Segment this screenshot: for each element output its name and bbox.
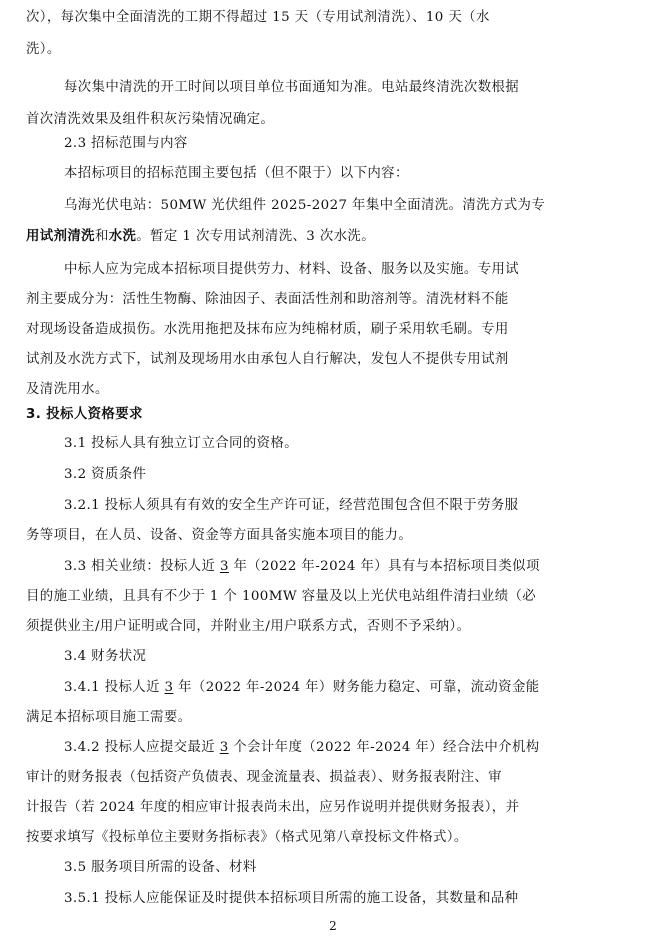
paragraph-line: 对现场设备造成损伤。水洗用拖把及抹布应为纯棉材质，刷子采用软毛刷。专用	[26, 322, 509, 337]
section-heading: 2.3 招标范围与内容	[64, 136, 188, 151]
paragraph-line: 须提供业主/用户证明或合同，并附业主/用户联系方式，否则不予采纳）。	[26, 619, 471, 634]
paragraph-line: 目的施工业绩，且具有不少于 1 个 100MW 容量及以上光伏电站组件清扫业绩（必	[26, 589, 537, 604]
section-heading: 3.5 服务项目所需的设备、材料	[64, 860, 257, 875]
paragraph-line	[64, 678, 642, 698]
paragraph-line	[64, 557, 642, 577]
text-span: 3.4.2 投标人应提交最近	[64, 740, 220, 755]
text-span: 。暂定 1 次专用试剂清洗、3 次水洗。	[136, 229, 376, 244]
paragraph-line: 审计的财务报表（包括资产负债表、现金流量表、损益表）、财务报表附注、审	[26, 770, 502, 785]
paragraph-line: 3.1 投标人具有独立订立合同的资格。	[64, 436, 299, 451]
underlined-number: 3	[219, 740, 229, 755]
text-span: 和	[94, 229, 109, 244]
paragraph-line	[26, 227, 642, 247]
paragraph-line: 剂主要成分为：活性生物酶、除油因子、表面活性剂和助溶剂等。清洗材料不能	[26, 292, 509, 307]
text-span: 年（2022 年-2024 年）具有与本招标项目类似项	[228, 559, 540, 574]
paragraph-line: 中标人应为完成本招标项目提供劳力、材料、设备、服务以及实施。专用试	[64, 262, 520, 277]
paragraph-line: 及清洗用水。	[26, 382, 109, 397]
bold-term: 水洗	[108, 229, 137, 244]
paragraph-line: 次），每次集中全面清洗的工期不得超过 15 天（专用试剂清洗）、10 天（水	[26, 10, 490, 25]
paragraph-line: 每次集中清洗的开工时间以项目单位书面通知为准。电站最终清洗次数根据	[64, 80, 520, 95]
paragraph-line: 3.2.1 投标人须具有有效的安全生产许可证，经营范围包含但不限于劳务服	[64, 498, 519, 513]
paragraph-line: 3.5.1 投标人应能保证及时提供本招标项目所需的施工设备，其数量和品种	[64, 891, 519, 906]
text-span: 3.4.1 投标人近	[64, 680, 165, 695]
text-span: 3.3 相关业绩：投标人近	[64, 559, 220, 574]
paragraph-line: 首次清洗效果及组件积灰污染情况确定。	[26, 112, 275, 127]
paragraph-line: 试剂及水洗方式下，试剂及现场用水由承包人自行解决，发包人不提供专用试剂	[26, 352, 509, 367]
text-span: 个会计年度（2022 年-2024 年）经合法中介机构	[228, 740, 540, 755]
bold-term: 用试剂清洗	[26, 229, 95, 244]
paragraph-line: 务等项目，在人员、设备、资金等方面具备实施本项目的能力。	[26, 528, 413, 543]
underlined-number: 3	[164, 680, 174, 695]
paragraph-line	[64, 738, 642, 758]
page-number: 2	[329, 919, 337, 933]
underlined-number: 3	[219, 559, 229, 574]
paragraph-line: 计报告（若 2024 年度的相应审计报表尚未出，应另作说明并提供财务报表），并	[26, 800, 520, 815]
section-heading: 3.2 资质条件	[64, 467, 147, 482]
section-heading: 3. 投标人资格要求	[26, 407, 143, 422]
paragraph-line: 按要求填写《投标单位主要财务指标表》（格式见第八章投标文件格式）。	[26, 830, 468, 845]
paragraph-line: 本招标项目的招标范围主要包括（但不限于）以下内容：	[64, 166, 409, 181]
text-span: 年（2022 年-2024 年）财务能力稳定、可靠，流动资金能	[173, 680, 540, 695]
section-heading: 3.4 财务状况	[64, 649, 147, 664]
paragraph-line: 满足本招标项目施工需要。	[26, 710, 192, 725]
paragraph-line: 洗）。	[26, 42, 61, 57]
paragraph-line: 乌海光伏电站：50MW 光伏组件 2025-2027 年集中全面清洗。清洗方式为专	[64, 198, 546, 213]
